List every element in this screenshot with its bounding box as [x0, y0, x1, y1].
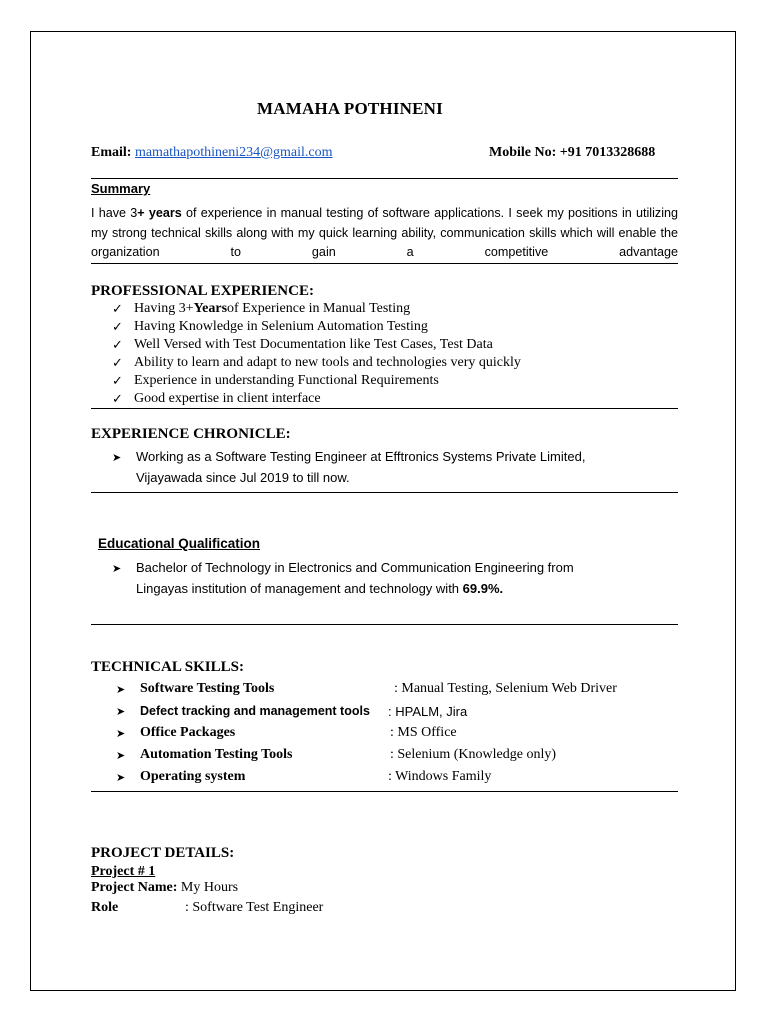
role-label: Role	[91, 900, 119, 915]
project-details-heading: PROJECT DETAILS:	[91, 845, 235, 861]
skill-row: ➤ Automation Testing Tools : Selenium (Knowledge only)	[116, 747, 557, 762]
role-value: : Software Test Engineer	[185, 900, 324, 915]
list-item: ✓ Having 3+ Years of Experience in Manual Testing	[112, 301, 411, 316]
divider-skills	[91, 791, 678, 792]
check-mark-icon: ✓	[112, 391, 123, 406]
professional-experience-list	[112, 300, 521, 408]
list-item: ✓ Good expertise in client interface	[112, 391, 321, 406]
list-item: ✓ Well Versed with Test Documentation like Test Cases, Test Data	[112, 337, 493, 352]
divider-education	[91, 624, 678, 625]
education-heading: Educational Qualification	[98, 536, 261, 551]
divider-summary	[91, 263, 678, 264]
role-line	[91, 900, 118, 916]
arrowhead-bullet-icon: ➤	[116, 771, 126, 784]
arrowhead-bullet-icon: ➤	[116, 727, 126, 740]
skill-row: ➤ Defect tracking and management tools : HPALM, Jira	[116, 703, 468, 719]
professional-experience-heading: PROFESSIONAL EXPERIENCE:	[91, 283, 314, 299]
project-name-line	[91, 880, 238, 896]
project-number: Project # 1	[91, 864, 156, 879]
skill-row: ➤ Office Packages : MS Office	[116, 725, 457, 740]
education-item: ➤ Bachelor of Technology in Electronics and Communication Engineering from Lingayas institution of management and technology with 69.9%.	[112, 560, 574, 596]
list-item: ✓ Having Knowledge in Selenium Automation Testing	[112, 319, 428, 334]
summary-text-pre: I have 3	[91, 206, 138, 220]
mobile-label: Mobile No:	[489, 145, 557, 160]
experience-chronicle-heading: EXPERIENCE CHRONICLE:	[91, 426, 291, 442]
project-name-label: Project Name:	[91, 880, 178, 895]
technical-skills-heading: TECHNICAL SKILLS:	[91, 659, 244, 675]
email-line	[91, 145, 333, 161]
candidate-name: MAMAHA POTHINENI	[257, 99, 443, 118]
skill-row: ➤ Software Testing Tools : Manual Testing, Selenium Web Driver	[116, 681, 617, 696]
divider-professional	[91, 408, 678, 409]
arrowhead-bullet-icon: ➤	[112, 452, 122, 464]
mobile-number: +91 7013328688	[559, 145, 656, 160]
arrowhead-bullet-icon: ➤	[116, 683, 126, 696]
project-name-value: My Hours	[177, 880, 239, 895]
arrowhead-bullet-icon: ➤	[112, 563, 122, 575]
summary-paragraph	[91, 204, 678, 263]
skill-row: ➤ Operating system : Windows Family	[116, 769, 492, 784]
check-mark-icon: ✓	[112, 373, 123, 388]
divider-chronicle	[91, 492, 678, 493]
summary-text-bold: + years	[137, 206, 182, 220]
check-mark-icon: ✓	[112, 301, 123, 316]
divider-top	[91, 178, 678, 179]
chronicle-item: ➤ Working as a Software Testing Engineer at Efftronics Systems Private Limited, Vijayawada since Jul 2019 to till now.	[112, 449, 586, 485]
check-mark-icon: ✓	[112, 319, 123, 334]
summary-text-post: of experience in manual testing of software applications. I seek my positions in utilizing my strong technical skills along with my quick learning ability, communication skills which will enable the organization to gain a competitive advantage	[91, 206, 678, 259]
summary-heading: Summary	[91, 181, 151, 196]
list-item: ✓ Ability to learn and adapt to new tools and technologies very quickly	[112, 355, 521, 370]
check-mark-icon: ✓	[112, 337, 123, 352]
list-item: ✓ Experience in understanding Functional Requirements	[112, 373, 439, 388]
check-mark-icon: ✓	[112, 355, 123, 370]
arrowhead-bullet-icon: ➤	[116, 705, 126, 718]
arrowhead-bullet-icon: ➤	[116, 749, 126, 762]
mobile-line	[489, 145, 655, 161]
email-link[interactable]: mamathapothineni234@gmail.com	[134, 145, 333, 160]
email-label: Email:	[91, 145, 132, 160]
